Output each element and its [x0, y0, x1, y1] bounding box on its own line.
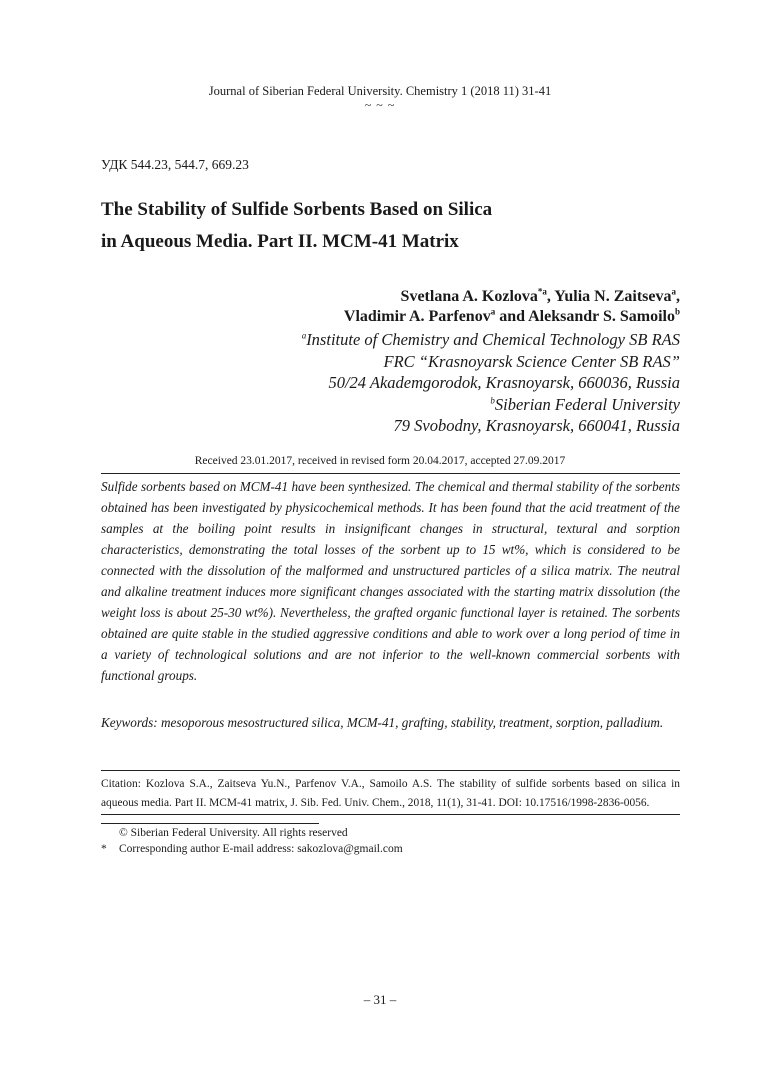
- author-affil-mark: a: [490, 306, 496, 317]
- keywords: Keywords: mesoporous mesostructured silica, MCM-41, grafting, stability, treatment, sorption, palladium.: [101, 715, 664, 730]
- copyright-note: © Siberian Federal University. All rights reserved: [119, 827, 348, 839]
- author-name: Svetlana A. Kozlova: [400, 288, 538, 305]
- author-affil-mark: a: [671, 286, 676, 297]
- affiliation-a-line-2: FRC “Krasnoyarsk Science Center SB RAS”: [383, 351, 680, 371]
- journal-header: Journal of Siberian Federal University. Chemistry 1 (2018 11) 31-41: [208, 84, 552, 98]
- citation-top-rule: [101, 770, 680, 771]
- udk-code: УДК 544.23, 544.7, 669.23: [101, 157, 249, 172]
- author-line-2: [120, 307, 680, 327]
- author-separator: and: [495, 308, 529, 325]
- author-list: [120, 287, 680, 327]
- citation-bottom-rule: [101, 814, 680, 815]
- author-separator: ,: [676, 288, 680, 305]
- page-number: – 31 –: [363, 992, 397, 1007]
- affiliation-b-line-1: $^b$Siberian Federal University: [490, 394, 680, 414]
- received-dates: Received 23.01.2017, received in revised form 20.04.2017, accepted 27.09.2017: [194, 455, 566, 467]
- affiliation-mark: a: [301, 330, 307, 341]
- footnote-asterisk: *: [101, 843, 107, 855]
- title-line-1: The Stability of Sulfide Sorbents Based on Silica: [101, 199, 493, 220]
- header-separator: ~ ~ ~: [364, 98, 396, 112]
- affiliation-mark: b: [490, 395, 495, 405]
- affiliation-a-line-3: 50/24 Akademgorodok, Krasnoyarsk, 660036, Russia: [328, 373, 680, 392]
- author-name: Yulia N. Zaitseva: [554, 288, 672, 305]
- abstract: Sulfide sorbents based on MCM-41 have been synthesized. The chemical and thermal stability of the sorbents obtained has been investigated by physicochemical methods. It has been found that the acid treatment of the samples at the boiling point results in insignificant changes in structural, textural and sorption characteristics, demonstrating the total losses of the sorbent up to 15 wt%, which is considered to be connected with the dissolution of the malformed and unstructured particles of a silica matrix. The neutral and alkaline treatment induces more significant changes associated with the starting matrix dissolution (the weight loss is about 25-30 wt%). Nevertheless, the grafted organic functional layer is retained. The sorbents obtained are quite stable in the studied aggressive conditions and able to work over a long period of time in a variety of technological solutions and are not inferior to the well-known commercial sorbents with functional groups.: [101, 479, 680, 683]
- abstract-top-rule: [101, 473, 680, 474]
- affiliation-a-line-1: $^a$Institute of Chemistry and Chemical Technology SB RAS: [301, 330, 680, 349]
- citation: Citation: Kozlova S.A., Zaitseva Yu.N., Parfenov V.A., Samoilo A.S. The stability of sulfide sorbents based on silica in aqueous media. Part II. MCM-41 matrix, J. Sib. Fed. Univ. Chem., 2018, 11(1), 31-41. DOI: 10.17516/1998-2836-0056.: [101, 778, 680, 809]
- affiliation-b-line-2: 79 Svobodny, Krasnoyarsk, 660041, Russia: [393, 416, 680, 435]
- footnotes: [101, 825, 680, 857]
- author-separator: ,: [546, 288, 555, 305]
- author-affil-mark: *a: [537, 286, 547, 297]
- author-line-1: [120, 287, 680, 307]
- author-affil-mark: b: [674, 306, 680, 317]
- footnote-rule: [101, 823, 319, 824]
- title-line-2: in Aqueous Media. Part II. MCM-41 Matrix: [101, 231, 459, 252]
- affiliations: [120, 329, 680, 437]
- author-name: Vladimir A. Parfenov: [343, 308, 491, 325]
- article-title: [101, 194, 681, 258]
- author-name: Aleksandr S. Samoilo: [528, 308, 675, 325]
- corresponding-author-note: * Corresponding author E-mail address: sakozlova@gmail.com: [101, 843, 403, 855]
